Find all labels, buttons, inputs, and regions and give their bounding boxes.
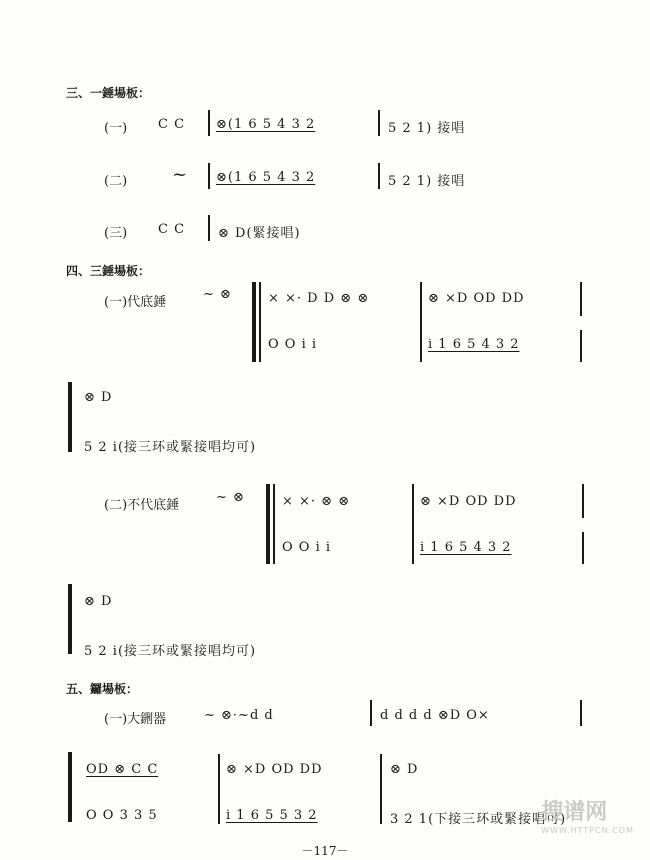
s5-row1-measure1: d d d d ⊗D O× <box>380 708 490 723</box>
barline <box>208 163 210 189</box>
s4a-bottom-measure1: O O i i <box>268 337 318 352</box>
section-3-title: 三、一錘場板： <box>66 86 151 100</box>
s3-row3-label: (三) <box>104 226 128 241</box>
barline <box>412 484 414 564</box>
barline <box>378 110 380 136</box>
barline <box>378 163 380 189</box>
barline <box>580 282 582 316</box>
s3-row3-measure1: ⊗ D(緊接唱) <box>218 226 301 241</box>
s3-row1-measure1: ⊗(1 6 5 4 3 2 <box>216 117 316 132</box>
s4b-continuation-top: ⊗ D <box>84 594 113 609</box>
s3-row2-measure1: ⊗(1 6 5 4 3 2 <box>216 170 316 185</box>
barline <box>208 110 210 136</box>
s5-row1-lead: ~ ⊗·~d d <box>204 708 274 723</box>
watermark-url: WWW.HTTPCN.COM <box>541 826 634 835</box>
system-bracket <box>266 484 270 564</box>
s5-continuation-bottom-3: 3 2 1(下接三环或緊接唱可) <box>390 812 567 827</box>
s3-row2-label: (二) <box>104 174 128 189</box>
s4b-label: (二)不代底錘 <box>104 498 180 513</box>
s3-row2-measure2: 5 2 1) 接唱 <box>388 174 466 189</box>
s4b-top-measure2: ⊗ ×D OD DD <box>420 494 517 509</box>
page-number: －117－ <box>301 844 349 858</box>
s3-row1-measure2: 5 2 1) 接唱 <box>388 121 466 136</box>
barline <box>582 484 584 518</box>
barline <box>582 532 584 564</box>
s3-row2-lead: ~ <box>172 164 189 185</box>
s5-continuation-top-1: OD ⊗ C C <box>86 762 159 777</box>
s4a-lead: ~ ⊗ <box>203 287 232 302</box>
watermark-logo: 搜谱网 <box>541 800 608 825</box>
s5-continuation-bottom-1: O O 3 3 5 <box>86 808 158 823</box>
s4a-continuation-top: ⊗ D <box>84 390 113 405</box>
s3-row1-label: (一) <box>104 121 128 136</box>
s4b-bottom-measure2: i 1 6 5 4 3 2 <box>420 540 512 555</box>
watermark <box>541 795 634 835</box>
s4b-lead: ~ ⊗ <box>216 490 245 505</box>
system-bracket <box>68 382 72 452</box>
system-bracket <box>252 282 256 362</box>
section-4-title: 四、三錘場板： <box>66 264 151 278</box>
s5-continuation-bottom-2: i 1 6 5 5 3 2 <box>226 808 318 823</box>
s4a-top-measure1: × ×· D D ⊗ ⊗ <box>268 291 370 306</box>
barline <box>273 484 275 564</box>
s4b-continuation-bottom: 5 2 i(接三环或緊接唱均可) <box>84 644 257 659</box>
system-bracket <box>68 584 72 654</box>
s4a-bottom-measure2: i 1 6 5 4 3 2 <box>428 337 520 352</box>
barline <box>218 754 220 824</box>
s5-row1-label: (一)大鉶器 <box>104 712 167 727</box>
barline <box>420 282 422 362</box>
s3-row1-lead: C C <box>158 117 186 132</box>
s3-row3-lead: C C <box>158 222 186 237</box>
s5-continuation-top-3: ⊗ D <box>390 762 419 777</box>
barline <box>580 330 582 362</box>
s4a-label: (一)代底錘 <box>104 295 167 310</box>
barline <box>380 754 382 824</box>
system-bracket <box>68 752 72 822</box>
barline <box>259 282 261 362</box>
s5-continuation-top-2: ⊗ ×D OD DD <box>226 762 323 777</box>
barline <box>370 700 372 726</box>
barline <box>580 700 582 726</box>
s4b-top-measure1: × ×· ⊗ ⊗ <box>282 494 351 509</box>
s4a-top-measure2: ⊗ ×D OD DD <box>428 291 525 306</box>
barline <box>208 215 210 241</box>
s4a-continuation-bottom: 5 2 i(接三环或緊接唱均可) <box>84 440 257 455</box>
section-5-title: 五、鑼場板： <box>66 682 139 696</box>
s4b-bottom-measure1: O O i i <box>282 540 332 555</box>
